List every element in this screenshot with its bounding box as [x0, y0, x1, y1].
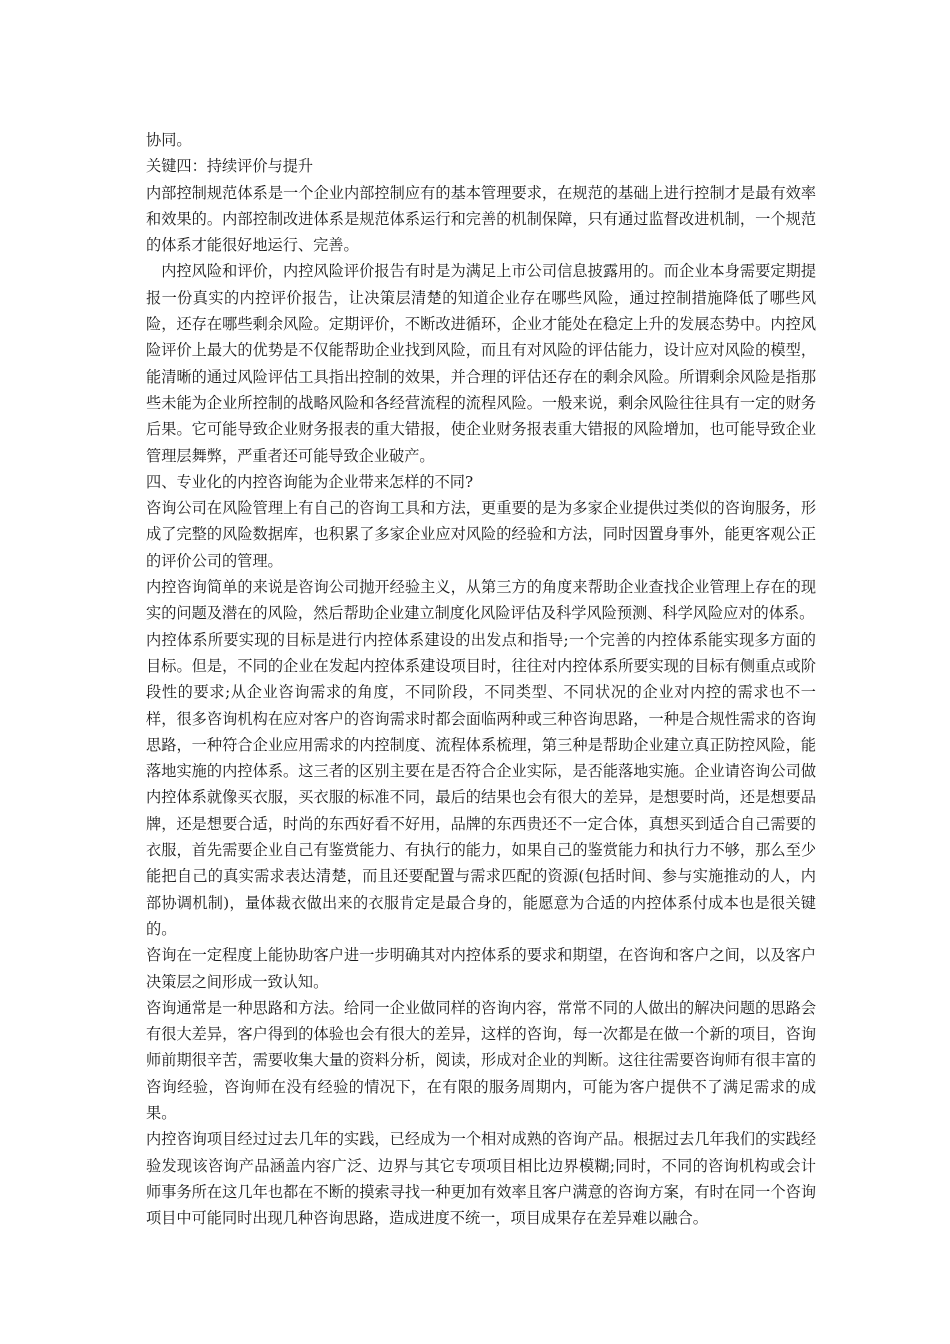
paragraph-continuation: 协同。	[146, 131, 192, 149]
document-body	[146, 127, 816, 1231]
section-heading-key-four: 关键四：持续评价与提升	[146, 157, 314, 176]
paragraph: 内部控制规范体系是一个企业内部控制应有的基本管理要求，在规范的基础上进行控制才是最有效率和效果的。内部控制改进体系是规范体系运行和完善的机制保障，只有通过监督改进机制，一个规范的体系才能很好地运行、完善。	[146, 183, 816, 255]
paragraph: 咨询公司在风险管理上有自己的咨询工具和方法，更重要的是为多家企业提供过类似的咨询服务，形成了完整的风险数据库，也积累了多家企业应对风险的经验和方法，同时因置身事外，能更客观公正的评价公司的管理。	[146, 499, 816, 570]
paragraph: 内控咨询简单的来说是咨询公司抛开经验主义，从第三方的角度来帮助企业查找企业管理上存在的现实的问题及潜在的风险，然后帮助企业建立制度化风险评估及科学风险预测、科学风险应对的体系。	[146, 578, 816, 623]
paragraph: 咨询在一定程度上能协助客户进一步明确其对内控体系的要求和期望，在咨询和客户之间，以及客户决策层之间形成一致认知。	[146, 946, 816, 991]
paragraph: 咨询通常是一种思路和方法。给同一企业做同样的咨询内容，常常不同的人做出的解决问题的思路会有很大差异，客户得到的体验也会有很大的差异，这样的咨询，每一次都是在做一个新的项目，咨询师前期很辛苦，需要收集大量的资料分析，阅读，形成对企业的判断。这往往需要咨询师有很丰富的咨询经验，咨询师在没有经验的情况下，在有限的服务周期内，可能为客户提供不了满足需求的成果。	[146, 998, 816, 1122]
paragraph: 内控咨询项目经过过去几年的实践，已经成为一个相对成熟的咨询产品。根据过去几年我们的实践经验发现该咨询产品涵盖内容广泛、边界与其它专项项目相比边界模糊;同时，不同的咨询机构或会计师事务所在这几年也都在不断的摸索寻找一种更加有效率且客户满意的咨询方案，有时在同一个咨询项目中可能同时出现几种咨询思路，造成进度不统一，项目成果存在差异难以融合。	[146, 1130, 816, 1228]
paragraph: 内控体系所要实现的目标是进行内控体系建设的出发点和指导;一个完善的内控体系能实现多方面的目标。但是，不同的企业在发起内控体系建设项目时，往往对内控体系所要实现的目标有侧重点或阶段性的要求;从企业咨询需求的角度，不同阶段，不同类型、不同状况的企业对内控的需求也不一样，很多咨询机构在应对客户的咨询需求时都会面临两种或三种咨询思路，一种是合规性需求的咨询思路，一种符合企业应用需求的内控制度、流程体系梳理，第三种是帮助企业建立真正防控风险，能落地实施的内控体系。这三者的区别主要在是否符合企业实际，是否能落地实施。企业请咨询公司做内控体系就像买衣服，买衣服的标准不同，最后的结果也会有很大的差异，是想要时尚，还是想要品牌，还是想要合适，时尚的东西好看不好用，品牌的东西贵还不一定合体，真想买到适合自己需要的衣服，首先需要企业自己有鉴赏能力、有执行的能力，如果自己的鉴赏能力和执行力不够，那么至少能把自己的真实需求表达清楚，而且还要配置与需求匹配的资源(包括时间、参与实施推动的人，内部协调机制)，量体裁衣做出来的衣服肯定是最合身的，能愿意为合适的内控体系付成本也是很关键的。	[146, 630, 816, 938]
section-heading-four: 四、专业化的内控咨询能为企业带来怎样的不同?	[146, 472, 474, 491]
paragraph: 内控风险和评价，内控风险评价报告有时是为满足上市公司信息披露用的。而企业本身需要定期提报一份真实的内控评价报告，让决策层清楚的知道企业存在哪些风险，通过控制措施降低了哪些风险，还存在哪些剩余风险。定期评价，不断改进循环，企业才能处在稳定上升的发展态势中。内控风险评价上最大的优势是不仅能帮助企业找到风险，而且有对风险的评估能力，设计应对风险的模型，能清晰的通过风险评估工具指出控制的效果，并合理的评估还存在的剩余风险。所谓剩余风险是指那些未能为企业所控制的战略风险和各经营流程的流程风险。一般来说，剩余风险往往具有一定的财务后果。它可能导致企业财务报表的重大错报，使企业财务报表重大错报的风险增加，也可能导致企业管理层舞弊，严重者还可能导致企业破产。	[146, 262, 816, 465]
